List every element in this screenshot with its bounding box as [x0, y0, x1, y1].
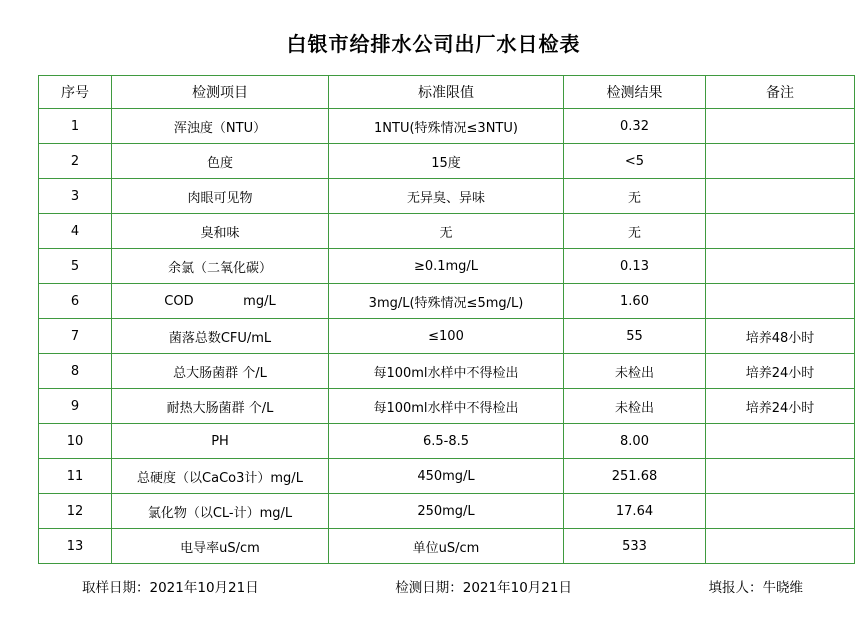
cell-remark — [706, 424, 855, 459]
table-header-row — [39, 76, 855, 109]
cell-item: 浑浊度（NTU） — [112, 109, 329, 144]
cell-item: 余氯（二氧化碳） — [112, 249, 329, 284]
water-quality-table — [38, 75, 855, 564]
cell-result: 17.64 — [564, 494, 706, 529]
cell-no: 2 — [39, 144, 112, 179]
header-cell-remark: 备注 — [706, 76, 855, 109]
table-body — [39, 109, 855, 564]
test-date-label: 检测日期：2021年10月21日 — [395, 580, 572, 596]
cell-no: 5 — [39, 249, 112, 284]
cell-no: 9 — [39, 389, 112, 424]
cell-item: 电导率uS/cm — [112, 529, 329, 564]
cell-remark — [706, 144, 855, 179]
table-row — [39, 529, 855, 564]
cell-item: 耐热大肠菌群 个/L — [112, 389, 329, 424]
table-row — [39, 179, 855, 214]
cell-result: 未检出 — [564, 354, 706, 389]
cell-result: 8.00 — [564, 424, 706, 459]
cell-item: PH — [112, 424, 329, 459]
cell-result: 533 — [564, 529, 706, 564]
cell-remark: 培养48小时 — [706, 319, 855, 354]
header-cell-item: 检测项目 — [112, 76, 329, 109]
cell-result: 0.32 — [564, 109, 706, 144]
cell-limit: 15度 — [329, 144, 564, 179]
cell-limit: 6.5-8.5 — [329, 424, 564, 459]
header-cell-result: 检测结果 — [564, 76, 706, 109]
document-page — [0, 28, 867, 636]
table-row — [39, 494, 855, 529]
page-title: 白银市给排水公司出厂水日检表 — [286, 32, 581, 56]
cell-result: 无 — [564, 214, 706, 249]
header-cell-no: 序号 — [39, 76, 112, 109]
cell-limit: 每100ml水样中不得检出 — [329, 389, 564, 424]
cell-no: 12 — [39, 494, 112, 529]
cell-remark: 培养24小时 — [706, 354, 855, 389]
table-row — [39, 214, 855, 249]
cell-no: 4 — [39, 214, 112, 249]
cell-no: 7 — [39, 319, 112, 354]
cell-no: 13 — [39, 529, 112, 564]
table-row — [39, 284, 855, 319]
cell-item: 氯化物（以CL-计）mg/L — [112, 494, 329, 529]
filler-name-label: 填报人：牛晓维 — [708, 580, 803, 596]
cell-result: 55 — [564, 319, 706, 354]
cell-result: 251.68 — [564, 459, 706, 494]
cell-item: 总大肠菌群 个/L — [112, 354, 329, 389]
cell-result: <5 — [564, 144, 706, 179]
cell-result: 0.13 — [564, 249, 706, 284]
cell-no: 1 — [39, 109, 112, 144]
table-row — [39, 354, 855, 389]
cell-remark — [706, 109, 855, 144]
table-row — [39, 249, 855, 284]
cell-limit: 250mg/L — [329, 494, 564, 529]
cell-remark — [706, 529, 855, 564]
cell-limit: 450mg/L — [329, 459, 564, 494]
cell-no: 3 — [39, 179, 112, 214]
cell-limit: ≤100 — [329, 319, 564, 354]
cell-remark — [706, 494, 855, 529]
cell-limit: 无异臭、异味 — [329, 179, 564, 214]
cell-limit: ≥0.1mg/L — [329, 249, 564, 284]
cell-item: 总硬度（以CaCo3计）mg/L — [112, 459, 329, 494]
cell-item: 肉眼可见物 — [112, 179, 329, 214]
cell-no: 6 — [39, 284, 112, 319]
cell-remark — [706, 459, 855, 494]
cell-remark — [706, 249, 855, 284]
cell-no: 8 — [39, 354, 112, 389]
cell-item: COD mg/L — [112, 284, 329, 319]
header-cell-limit: 标准限值 — [329, 76, 564, 109]
cell-limit: 每100ml水样中不得检出 — [329, 354, 564, 389]
cell-item: 菌落总数CFU/mL — [112, 319, 329, 354]
cell-limit: 无 — [329, 214, 564, 249]
table-row — [39, 319, 855, 354]
cell-limit: 1NTU(特殊情况≤3NTU) — [329, 109, 564, 144]
table-row — [39, 109, 855, 144]
cell-no: 11 — [39, 459, 112, 494]
cell-item: 色度 — [112, 144, 329, 179]
cell-result: 未检出 — [564, 389, 706, 424]
cell-no: 10 — [39, 424, 112, 459]
report-table-container — [0, 75, 867, 564]
cell-remark — [706, 214, 855, 249]
table-row — [39, 144, 855, 179]
table-row — [39, 459, 855, 494]
cell-remark: 培养24小时 — [706, 389, 855, 424]
cell-remark — [706, 284, 855, 319]
cell-item: 臭和味 — [112, 214, 329, 249]
table-row — [39, 424, 855, 459]
cell-limit: 3mg/L(特殊情况≤5mg/L) — [329, 284, 564, 319]
cell-result: 无 — [564, 179, 706, 214]
footer-signature-row — [0, 576, 867, 596]
cell-result: 1.60 — [564, 284, 706, 319]
table-row — [39, 389, 855, 424]
cell-remark — [706, 179, 855, 214]
sample-date-label: 取样日期：2021年10月21日 — [82, 580, 259, 596]
cell-limit: 单位uS/cm — [329, 529, 564, 564]
table-header — [39, 76, 855, 109]
